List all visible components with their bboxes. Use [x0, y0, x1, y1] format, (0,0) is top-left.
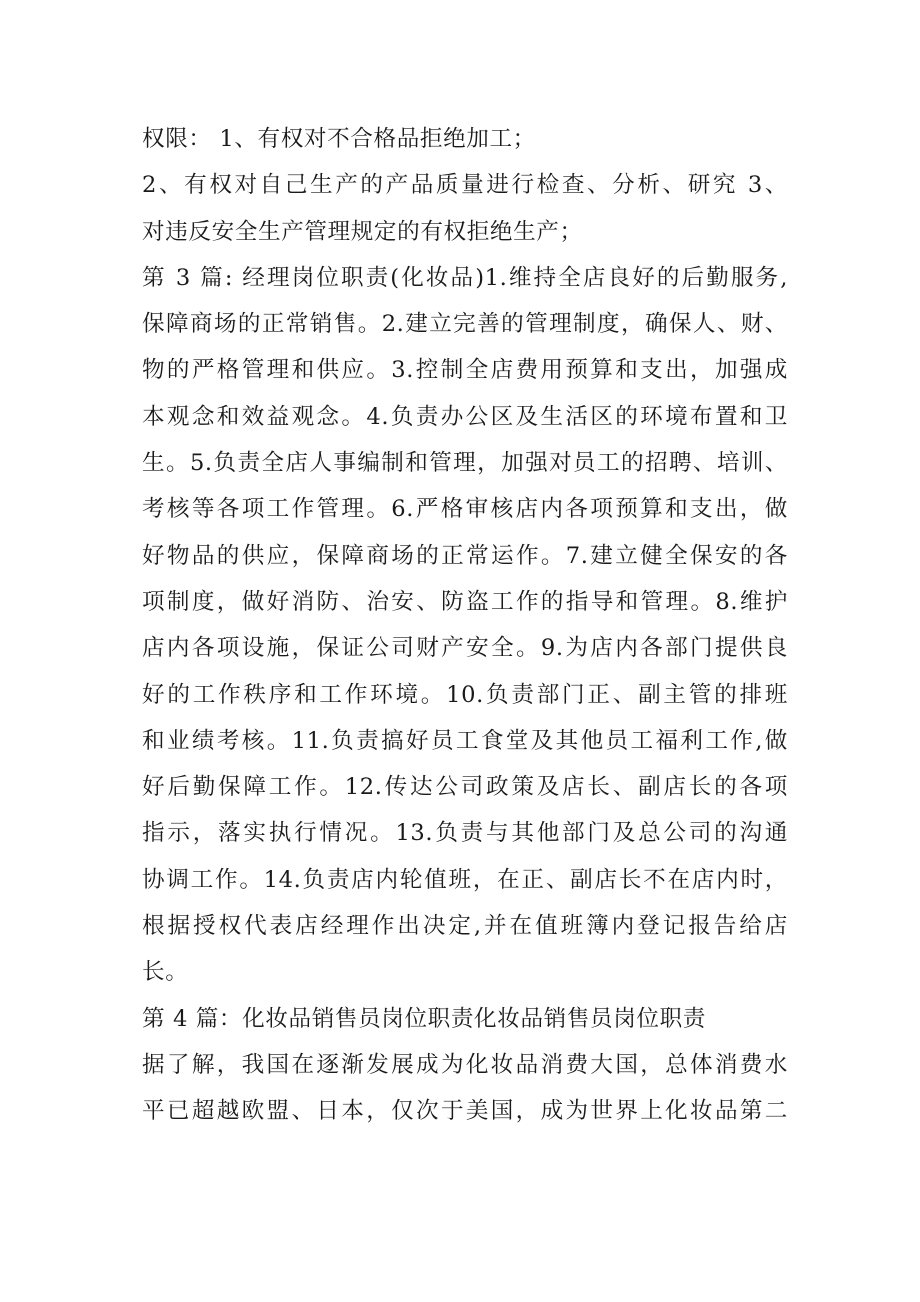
text-line-14: 和业绩考核。11.负责搞好员工食堂及其他员工福利工作,做	[142, 727, 788, 754]
text-line-16: 指示，落实执行情况。13.负责与其他部门及总公司的沟通	[142, 820, 788, 847]
text-line-3: 对违反安全生产管理规定的有权拒绝生产；	[142, 218, 583, 245]
text-line-8: 生。5.负责全店人事编制和管理，加强对员工的招聘、培训、	[142, 450, 788, 477]
text-line-7: 本观念和效益观念。4.负责办公区及生活区的环境布置和卫	[142, 403, 788, 430]
text-line-18: 根据授权代表店经理作出决定,并在值班簿内登记报告给店	[142, 913, 788, 940]
text-line-11: 项制度，做好消防、治安、防盗工作的指导和管理。8.维护	[142, 588, 788, 615]
text-line-19: 长。	[142, 959, 189, 986]
text-line-1: 权限： 1、有权对不合格品拒绝加工；	[142, 126, 536, 152]
text-line-12: 店内各项设施，保证公司财产安全。9.为店内各部门提供良	[142, 635, 788, 662]
text-line-13: 好的工作秩序和工作环境。10.负责部门正、副主管的排班	[142, 681, 788, 708]
text-line-2: 2、有权对自己生产的产品质量进行检查、分析、研究 3、	[142, 172, 788, 199]
text-line-22: 平已超越欧盟、日本，仅次于美国，成为世界上化妆品第二	[142, 1098, 788, 1125]
text-line-20: 第 4 篇：化妆品销售员岗位职责化妆品销售员岗位职责	[142, 1005, 706, 1032]
text-line-17: 协调工作。14.负责店内轮值班，在正、副店长不在店内时，	[142, 866, 788, 893]
text-line-5: 保障商场的正常销售。2.建立完善的管理制度，确保人、财、	[142, 311, 788, 338]
document-body	[142, 116, 788, 1135]
text-line-21: 据了解，我国在逐渐发展成为化妆品消费大国，总体消费水	[142, 1051, 788, 1078]
text-line-4: 第 3 篇: 经理岗位职责(化妆品)1.维持全店良好的后勤服务,	[142, 264, 788, 291]
text-line-15: 好后勤保障工作。12.传达公司政策及店长、副店长的各项	[142, 774, 788, 801]
text-line-9: 考核等各项工作管理。6.严格审核店内各项预算和支出，做	[142, 496, 788, 523]
text-line-6: 物的严格管理和供应。3.控制全店费用预算和支出，加强成	[142, 357, 788, 384]
text-line-10: 好物品的供应，保障商场的正常运作。7.建立健全保安的各	[142, 542, 788, 569]
